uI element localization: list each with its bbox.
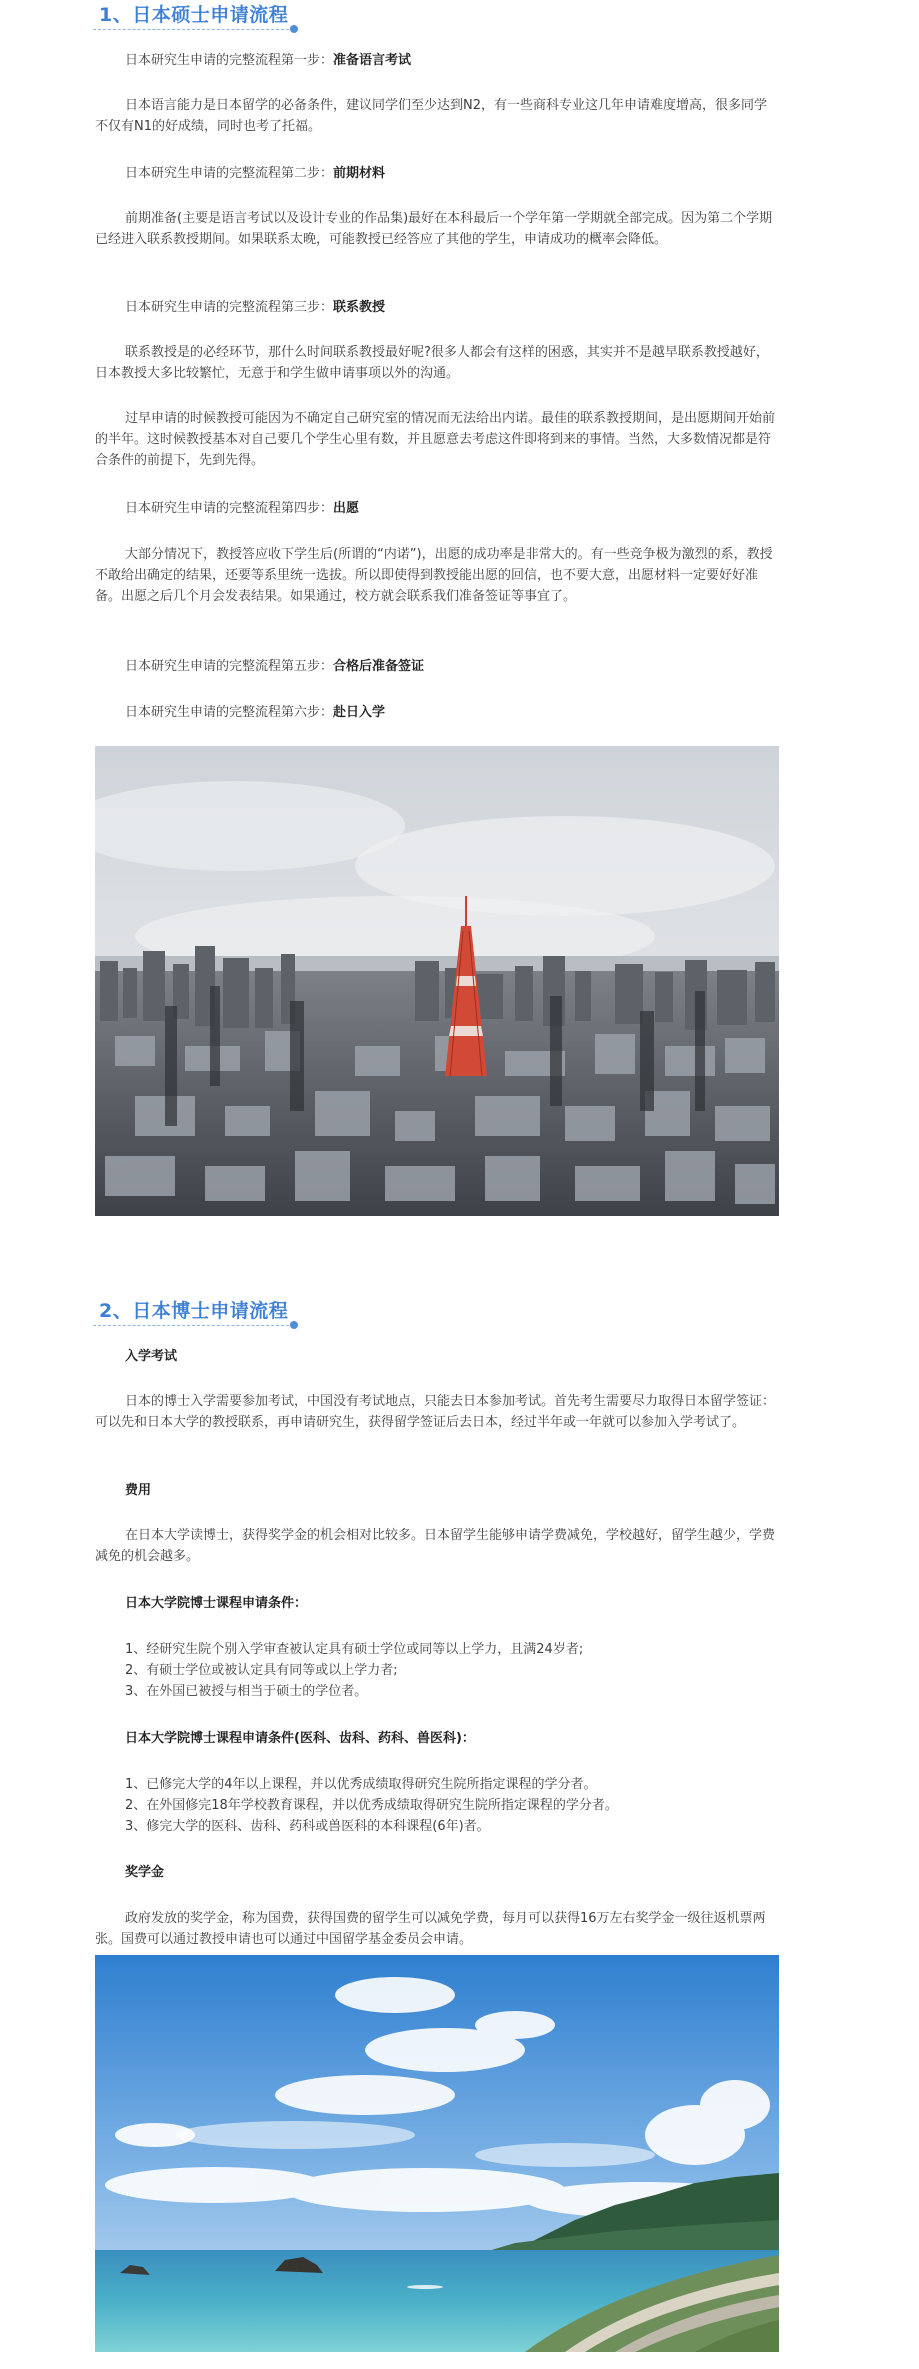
step3-paragraph-b: 过早申请的时候教授可能因为不确定自己研究室的情况而无法给出内诺。最佳的联系教授期间，是出愿期间开始前的半年。这时候教授基本对自己要几个学生心里有数，并且愿意去考虑这件即将到来的事情。当然，大多数情况都是符合条件的前提下，先到先得。: [95, 411, 776, 468]
section2-title: 2、日本博士申请流程: [99, 1300, 289, 1322]
heading-exam: 入学考试: [125, 1349, 178, 1364]
step4-prefix: 日本研究生申请的完整流程第四步：: [125, 501, 334, 516]
list-item: 1、已修完大学的4年以上课程，并以优秀成绩取得研究生院所指定课程的学分者。: [125, 1777, 597, 1792]
step5-line: [95, 656, 809, 677]
conditions-list: [95, 1639, 779, 1702]
step4-paragraph: 大部分情况下，教授答应收下学生后(所谓的“内诺”)，出愿的成功率是非常大的。有一些竞争极为激烈的系，教授不敢给出确定的结果，还要等系里统一选拔。所以即使得到教授能出愿的回信，也不要大意，出愿材料一定要好好准备。出愿之后几个月会发表结果。如果通过，校方就会联系我们准备签证等事宜了。: [95, 547, 773, 604]
heading-fee: 费用: [125, 1483, 152, 1498]
fee-paragraph: 在日本大学读博士，获得奖学金的机会相对比较多。日本留学生能够申请学费减免，学校越好，留学生越少，学费减免的机会越多。: [95, 1528, 776, 1564]
list-item: 2、有硕士学位或被认定具有同等或以上学力者;: [125, 1663, 398, 1678]
section2-title-underline: [93, 1325, 294, 1326]
step2-prefix: 日本研究生申请的完整流程第二步：: [125, 166, 334, 181]
step3-prefix: 日本研究生申请的完整流程第三步：: [125, 300, 334, 315]
heading-conditions: 日本大学院博士课程申请条件：: [125, 1596, 308, 1611]
heading-medical-conditions: 日本大学院博士课程申请条件(医科、齿科、药科、兽医科)：: [125, 1731, 475, 1746]
step3-line: [95, 297, 809, 318]
section1-header: [93, 2, 294, 30]
step1-prefix: 日本研究生申请的完整流程第一步：: [125, 53, 334, 68]
title-dot-icon: [290, 25, 298, 33]
list-item: 1、经研究生院个别入学审查被认定具有硕士学位或同等以上学力，且满24岁者;: [125, 1642, 584, 1657]
tokyo-skyline-photo: [95, 746, 779, 1216]
list-item: 3、修完大学的医科、齿科、药科或兽医科的本科课程(6年)者。: [125, 1819, 490, 1834]
step2-name: 前期材料: [333, 166, 386, 181]
heading-scholarship: 奖学金: [125, 1865, 165, 1880]
step6-name: 赴日入学: [333, 705, 386, 720]
step3-name: 联系教授: [333, 300, 386, 315]
section1-title: 1、日本硕士申请流程: [99, 4, 289, 26]
coastline-photo: [95, 1955, 779, 2352]
step6-line: [95, 702, 809, 723]
step1-line: [95, 50, 809, 71]
step1-paragraph: 日本语言能力是日本留学的必备条件，建议同学们至少达到N2，有一些商科专业这几年申请难度增高，很多同学不仅有N1的好成绩，同时也考了托福。: [95, 98, 767, 134]
step6-prefix: 日本研究生申请的完整流程第六步：: [125, 705, 334, 720]
list-item: 3、在外国已被授与相当于硕士的学位者。: [125, 1684, 368, 1699]
step5-name: 合格后准备签证: [333, 659, 425, 674]
step3-paragraph-a: 联系教授是的必经环节，那什么时间联系教授最好呢?很多人都会有这样的困惑，其实并不是越早联系教授越好，日本教授大多比较繁忙，无意于和学生做申请事项以外的沟通。: [95, 345, 769, 381]
step5-prefix: 日本研究生申请的完整流程第五步：: [125, 659, 334, 674]
step2-line: [95, 163, 809, 184]
step1-name: 准备语言考试: [333, 53, 412, 68]
scholarship-paragraph: 政府发放的奖学金，称为国费，获得国费的留学生可以减免学费，每月可以获得16万左右奖学金一级往返机票两张。国费可以通过教授申请也可以通过中国留学基金委员会申请。: [95, 1911, 766, 1947]
step2-paragraph: 前期准备(主要是语言考试以及设计专业的作品集)最好在本科最后一个学年第一学期就全部完成。因为第二个学期已经进入联系教授期间。如果联系太晚，可能教授已经答应了其他的学生，申请成功的概率会降低。: [95, 211, 773, 247]
title-dot-icon: [290, 1321, 298, 1329]
exam-paragraph: 日本的博士入学需要参加考试，中国没有考试地点，只能去日本参加考试。首先考生需要尽力取得日本留学签证：可以先和日本大学的教授联系，再申请研究生，获得留学签证后去日本，经过半年或一年就可以参加入学考试了。: [95, 1394, 776, 1430]
section1-title-underline: [93, 29, 294, 30]
step4-name: 出愿: [333, 501, 360, 516]
medical-conditions-list: [95, 1774, 779, 1837]
step4-line: [95, 498, 809, 519]
list-item: 2、在外国修完18年学校教育课程，并以优秀成绩取得研究生院所指定课程的学分者。: [125, 1798, 618, 1813]
section2-header: [93, 1298, 294, 1326]
